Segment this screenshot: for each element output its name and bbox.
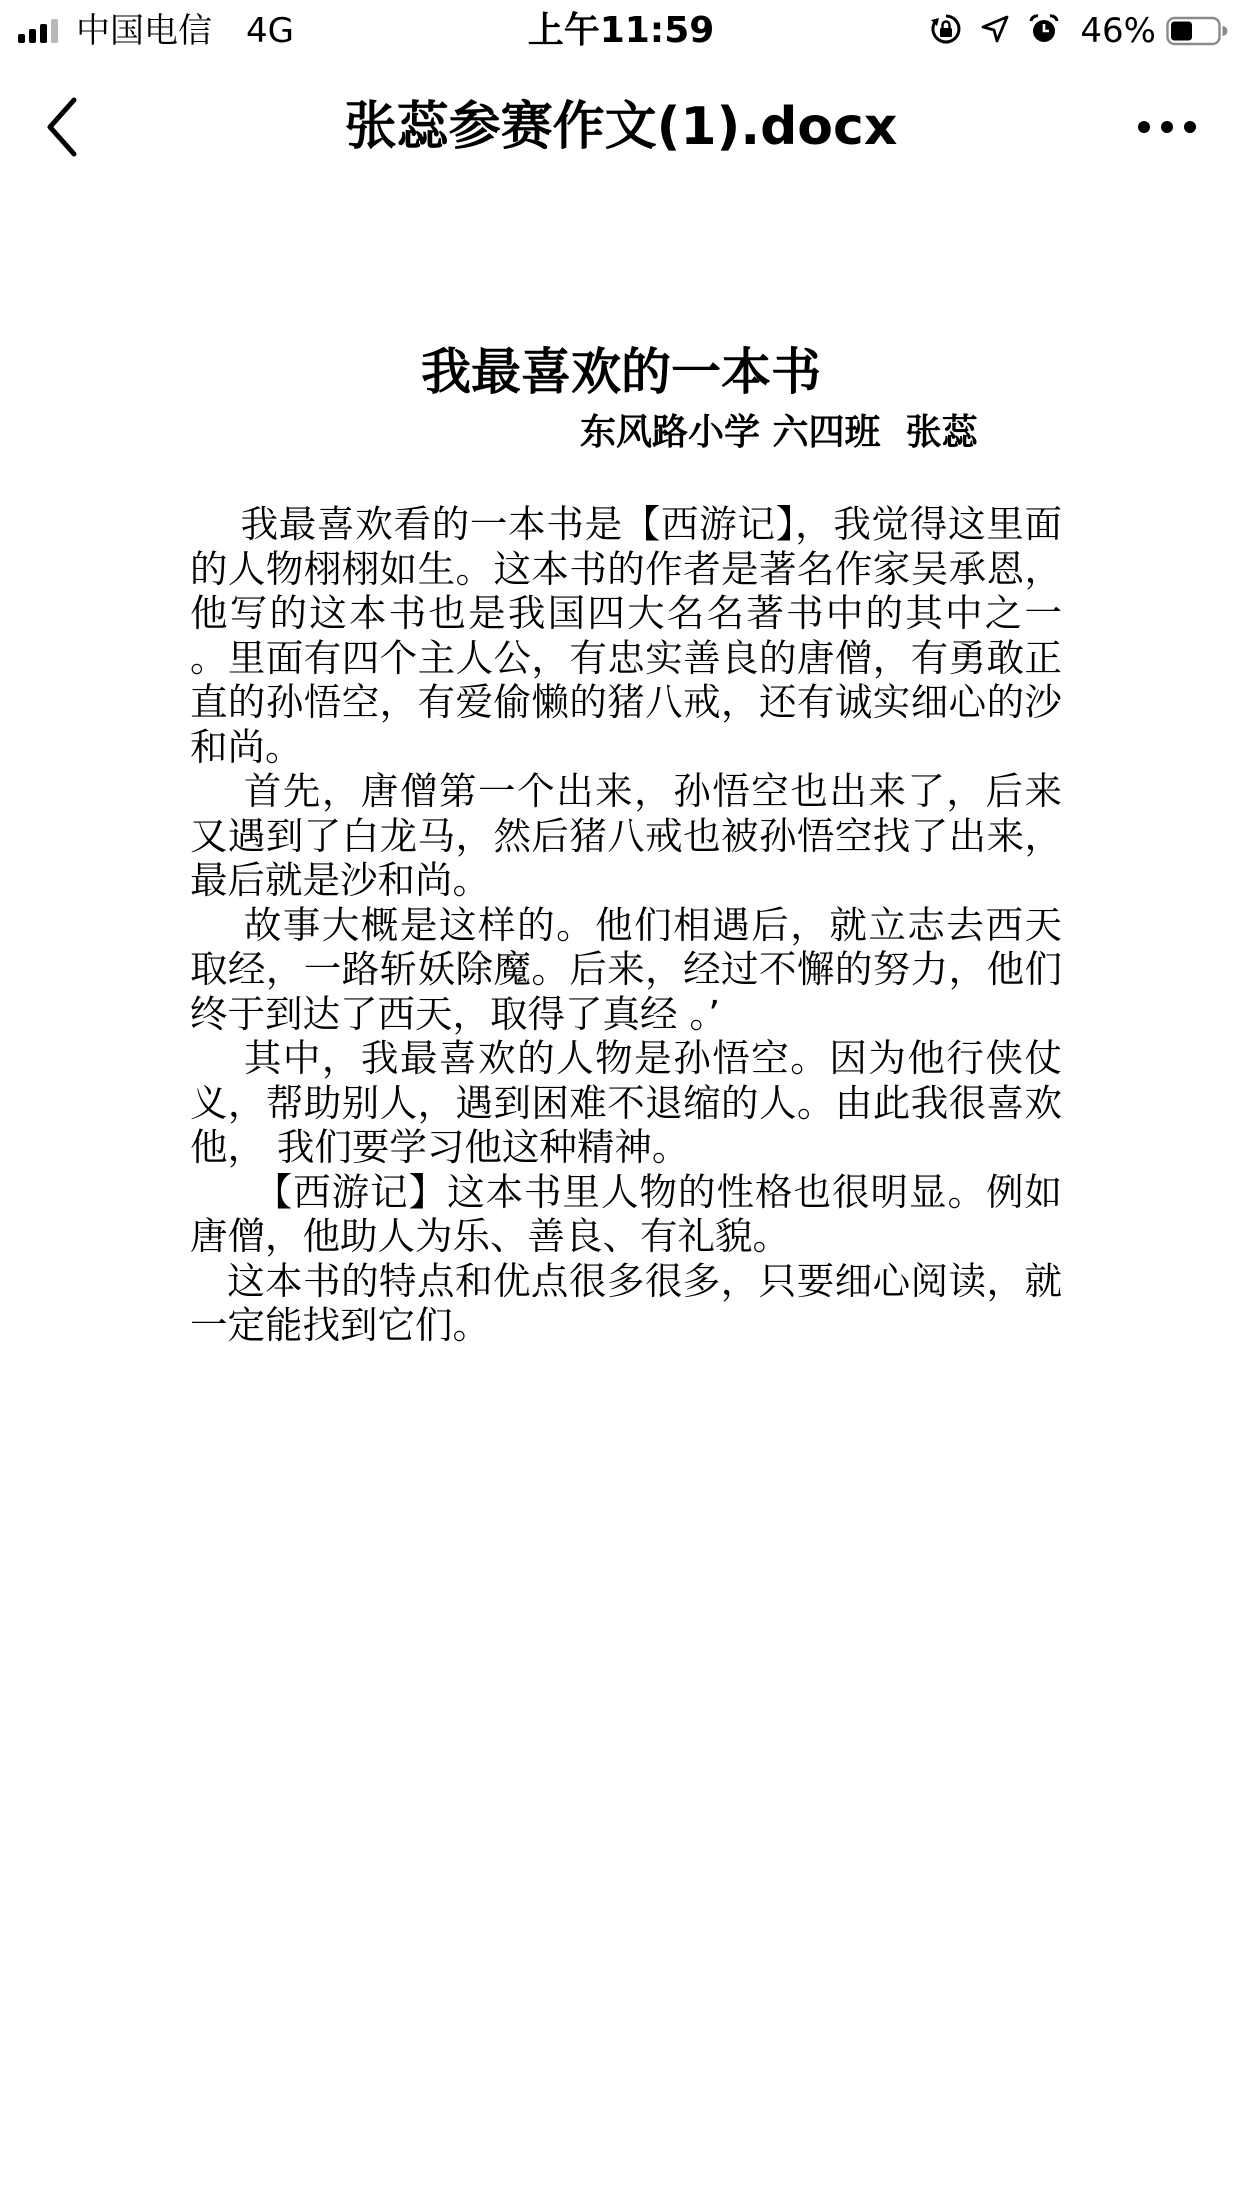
paragraph: 【西游记】这本书里人物的性格也很明显。例如唐僧，他助人为乐、善良、有礼貌。	[190, 1169, 1063, 1258]
paragraph: 其中，我最喜欢的人物是孙悟空。因为他行侠仗义，帮助别人，遇到困难不退缩的人。由此我很喜欢他， 我们要学习他这种精神。	[190, 1036, 1063, 1169]
document-filename: 张蕊参赛作文(1).docx	[344, 97, 898, 157]
nav-bar	[0, 62, 1242, 190]
document-author: 东风路小学 六四班 张蕊	[580, 412, 978, 453]
paragraph: 首先，唐僧第一个出来，孙悟空也出来了，后来又遇到了白龙马，然后猪八戒也被孙悟空找了出来，最后就是沙和尚。	[190, 769, 1063, 902]
document-title: 我最喜欢的一本书	[421, 343, 821, 401]
network-type: 4G	[246, 11, 294, 51]
battery-icon	[1166, 15, 1228, 47]
document-body	[190, 502, 1074, 1348]
status-right	[912, 10, 1228, 52]
paragraph: 这本书的特点和优点很多很多，只要细心阅读，就一定能找到它们。	[190, 1258, 1062, 1347]
ellipsis-icon	[1136, 112, 1198, 142]
location-icon	[980, 14, 1010, 48]
alarm-icon	[1028, 13, 1060, 49]
orientation-lock-icon	[930, 13, 962, 49]
chevron-left-icon	[40, 92, 90, 162]
carrier-label: 中国电信	[76, 11, 212, 51]
status-time: 上午11:59	[527, 10, 715, 51]
more-button[interactable]	[1136, 112, 1198, 142]
paragraph: 我最喜欢看的一本书是【西游记】，我觉得这里面的人物栩栩如生。这本书的作者是著名作家吴承恩，他写的这本书也是我国四大名名著书中的其中之一 。里面有四个主人公，有忠实善良的唐僧，有勇敢正直的孙悟空，有爱偷懒的猪八戒，还有诚实细心的沙和尚。	[190, 502, 1074, 769]
status-bar	[0, 0, 1242, 62]
paragraph: 故事大概是这样的。他们相遇后，就立志去西天取经，一路斩妖除魔。后来，经过不懈的努力，他们终于到达了西天，取得了真经 。’	[190, 902, 1063, 1036]
battery-percent: 46%	[1080, 11, 1156, 51]
back-button[interactable]	[40, 92, 90, 162]
